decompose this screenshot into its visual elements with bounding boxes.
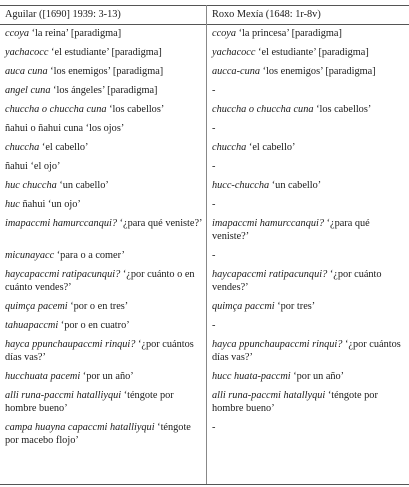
- roxo-mexia-cell: [207, 66, 409, 85]
- gloss-text: ‘el cabello’: [39, 142, 89, 153]
- quechua-form: ccoya: [5, 28, 30, 39]
- quechua-form: haycapaccmi ratipacunqui?: [5, 269, 121, 280]
- gloss-text: ‘un cabello’: [269, 180, 322, 191]
- gloss-text: ‘téngote por macebo flojo’: [5, 422, 191, 446]
- gloss-text: ñahui ‘el ojo’: [5, 161, 61, 172]
- gloss-text: ‘el cabello’: [246, 142, 296, 153]
- gloss-text: ‘téngote por hombre bueno’: [5, 390, 174, 414]
- table-row: [0, 47, 409, 66]
- gloss-text: ‘por tres’: [274, 301, 316, 312]
- aguilar-cell: [0, 269, 207, 301]
- roxo-mexia-cell: [207, 142, 409, 161]
- gloss-text: -: [212, 161, 216, 172]
- gloss-text: ‘la reina’ [paradigma]: [29, 28, 122, 39]
- aguilar-cell: [0, 339, 207, 371]
- roxo-mexia-cell: [207, 301, 409, 320]
- table-row: [0, 218, 409, 250]
- table-row: [0, 371, 409, 390]
- table-row: [0, 142, 409, 161]
- aguilar-cell: [0, 104, 207, 123]
- roxo-mexia-cell: [207, 371, 409, 390]
- roxo-mexia-cell: [207, 47, 409, 66]
- quechua-form: hucc huata-paccmi: [212, 371, 291, 382]
- aguilar-cell: [0, 320, 207, 339]
- table-row: [0, 422, 409, 454]
- gloss-text: ‘por o en tres’: [67, 301, 129, 312]
- gloss-text: ‘por o en cuatro’: [58, 320, 130, 331]
- roxo-mexia-cell: [207, 85, 409, 104]
- table-row: [0, 390, 409, 422]
- gloss-text: ñahui ‘un ojo’: [19, 199, 81, 210]
- roxo-mexia-cell: [207, 28, 409, 47]
- roxo-mexia-cell: [207, 250, 409, 269]
- quechua-form: chuccha o chuccha cuna: [212, 104, 314, 115]
- aguilar-cell: [0, 250, 207, 269]
- table-row: [0, 104, 409, 123]
- gloss-text: ‘la princesa’ [paradigma]: [236, 28, 342, 39]
- gloss-text: ‘¿para qué veniste?’: [117, 218, 203, 229]
- quechua-form: aucca-cuna: [212, 66, 261, 77]
- gloss-text: ñahui o ñahui cuna ‘los ojos’: [5, 123, 125, 134]
- gloss-text: -: [212, 85, 216, 96]
- quechua-form: alli runa-paccmi hatallyqui: [212, 390, 326, 401]
- roxo-mexia-cell: [207, 123, 409, 142]
- aguilar-cell: [0, 161, 207, 180]
- gloss-text: -: [212, 422, 216, 433]
- quechua-form: hayca ppunchaupaccmi rinqui?: [212, 339, 343, 350]
- aguilar-cell: [0, 142, 207, 161]
- table-row: [0, 320, 409, 339]
- roxo-mexia-cell: [207, 339, 409, 371]
- quechua-form: auca cuna: [5, 66, 48, 77]
- roxo-mexia-cell: [207, 390, 409, 422]
- header-roxo-mexia: Roxo Mexía (1648: 1r-8v): [212, 9, 321, 20]
- roxo-mexia-cell: [207, 422, 409, 454]
- aguilar-cell: [0, 199, 207, 218]
- quechua-form: chuccha o chuccha cuna: [5, 104, 107, 115]
- gloss-text: ‘para o a comer’: [54, 250, 125, 261]
- aguilar-cell: [0, 422, 207, 454]
- table-row: [0, 301, 409, 320]
- aguilar-cell: [0, 123, 207, 142]
- gloss-text: ‘¿por cuántos días vas?’: [5, 339, 194, 363]
- aguilar-cell: [0, 28, 207, 47]
- header-aguilar: Aguilar ([1690] 1939: 3-13): [5, 9, 121, 20]
- quechua-form: hucchuata pacemi: [5, 371, 81, 382]
- roxo-mexia-cell: [207, 269, 409, 301]
- quechua-form: ccoya: [212, 28, 237, 39]
- table-row: [0, 250, 409, 269]
- top-rule: [0, 5, 409, 6]
- table-row: [0, 161, 409, 180]
- gloss-text: ‘los enemigos’ [paradigma]: [260, 66, 376, 77]
- aguilar-cell: [0, 301, 207, 320]
- roxo-mexia-cell: [207, 320, 409, 339]
- aguilar-cell: [0, 66, 207, 85]
- quechua-form: angel cuna: [5, 85, 51, 96]
- roxo-mexia-cell: [207, 218, 409, 250]
- table-row: [0, 123, 409, 142]
- gloss-text: ‘los ángeles’ [paradigma]: [50, 85, 158, 96]
- gloss-text: -: [212, 123, 216, 134]
- quechua-form: tahuapaccmi: [5, 320, 59, 331]
- quechua-form: chuccha: [212, 142, 247, 153]
- quechua-form: micunayacc: [5, 250, 55, 261]
- gloss-text: ‘los cabellos’: [313, 104, 372, 115]
- gloss-text: -: [212, 199, 216, 210]
- quechua-form: huc chuccha: [5, 180, 57, 191]
- aguilar-cell: [0, 390, 207, 422]
- gloss-text: ‘el estudiante’ [paradigma]: [48, 47, 162, 58]
- quechua-form: imapaccmi hamurccanqui?: [5, 218, 118, 229]
- gloss-text: ‘¿por cuántos días vas?’: [212, 339, 401, 363]
- gloss-text: ‘¿por cuánto o en cuánto vendes?’: [5, 269, 195, 293]
- aguilar-cell: [0, 85, 207, 104]
- quechua-form: haycapaccmi ratipacunqui?: [212, 269, 328, 280]
- table-row: [0, 339, 409, 371]
- quechua-form: chuccha: [5, 142, 40, 153]
- table-row: [0, 180, 409, 199]
- quechua-form: quimça paccmi: [212, 301, 275, 312]
- gloss-text: -: [212, 320, 216, 331]
- gloss-text: ‘los enemigos’ [paradigma]: [47, 66, 164, 77]
- header-rule: [0, 24, 409, 25]
- aguilar-cell: [0, 218, 207, 250]
- quechua-form: alli runa-paccmi hatalliyqui: [5, 390, 122, 401]
- gloss-text: ‘un cabello’: [56, 180, 109, 191]
- gloss-text: ‘téngote por hombre bueno’: [212, 390, 378, 414]
- gloss-text: ‘por un año’: [290, 371, 345, 382]
- gloss-text: ‘el estudiante’ [paradigma]: [255, 47, 369, 58]
- table-row: [0, 269, 409, 301]
- table-row: [0, 66, 409, 85]
- quechua-form: huc: [5, 199, 20, 210]
- gloss-text: ‘¿para qué veniste?’: [212, 218, 370, 242]
- bottom-rule: [0, 484, 409, 485]
- table-row: [0, 28, 409, 47]
- quechua-form: campa huayna capaccmi hatalliyqui: [5, 422, 155, 433]
- gloss-text: -: [212, 250, 216, 261]
- quechua-form: hucc-chuccha: [212, 180, 270, 191]
- gloss-text: ‘¿por cuánto vendes?’: [212, 269, 382, 293]
- gloss-text: ‘por un año’: [80, 371, 134, 382]
- roxo-mexia-cell: [207, 199, 409, 218]
- quechua-form: quimça pacemi: [5, 301, 68, 312]
- table-row: [0, 85, 409, 104]
- quechua-form: imapaccmi hamurccanqui?: [212, 218, 325, 229]
- roxo-mexia-cell: [207, 180, 409, 199]
- quechua-form: yachacocc: [5, 47, 49, 58]
- quechua-form: hayca ppunchaupaccmi rinqui?: [5, 339, 136, 350]
- aguilar-cell: [0, 180, 207, 199]
- gloss-text: ‘los cabellos’: [106, 104, 165, 115]
- table-row: [0, 199, 409, 218]
- aguilar-cell: [0, 371, 207, 390]
- roxo-mexia-cell: [207, 161, 409, 180]
- table-body: [0, 28, 409, 454]
- quechua-form: yachacocc: [212, 47, 256, 58]
- roxo-mexia-cell: [207, 104, 409, 123]
- aguilar-cell: [0, 47, 207, 66]
